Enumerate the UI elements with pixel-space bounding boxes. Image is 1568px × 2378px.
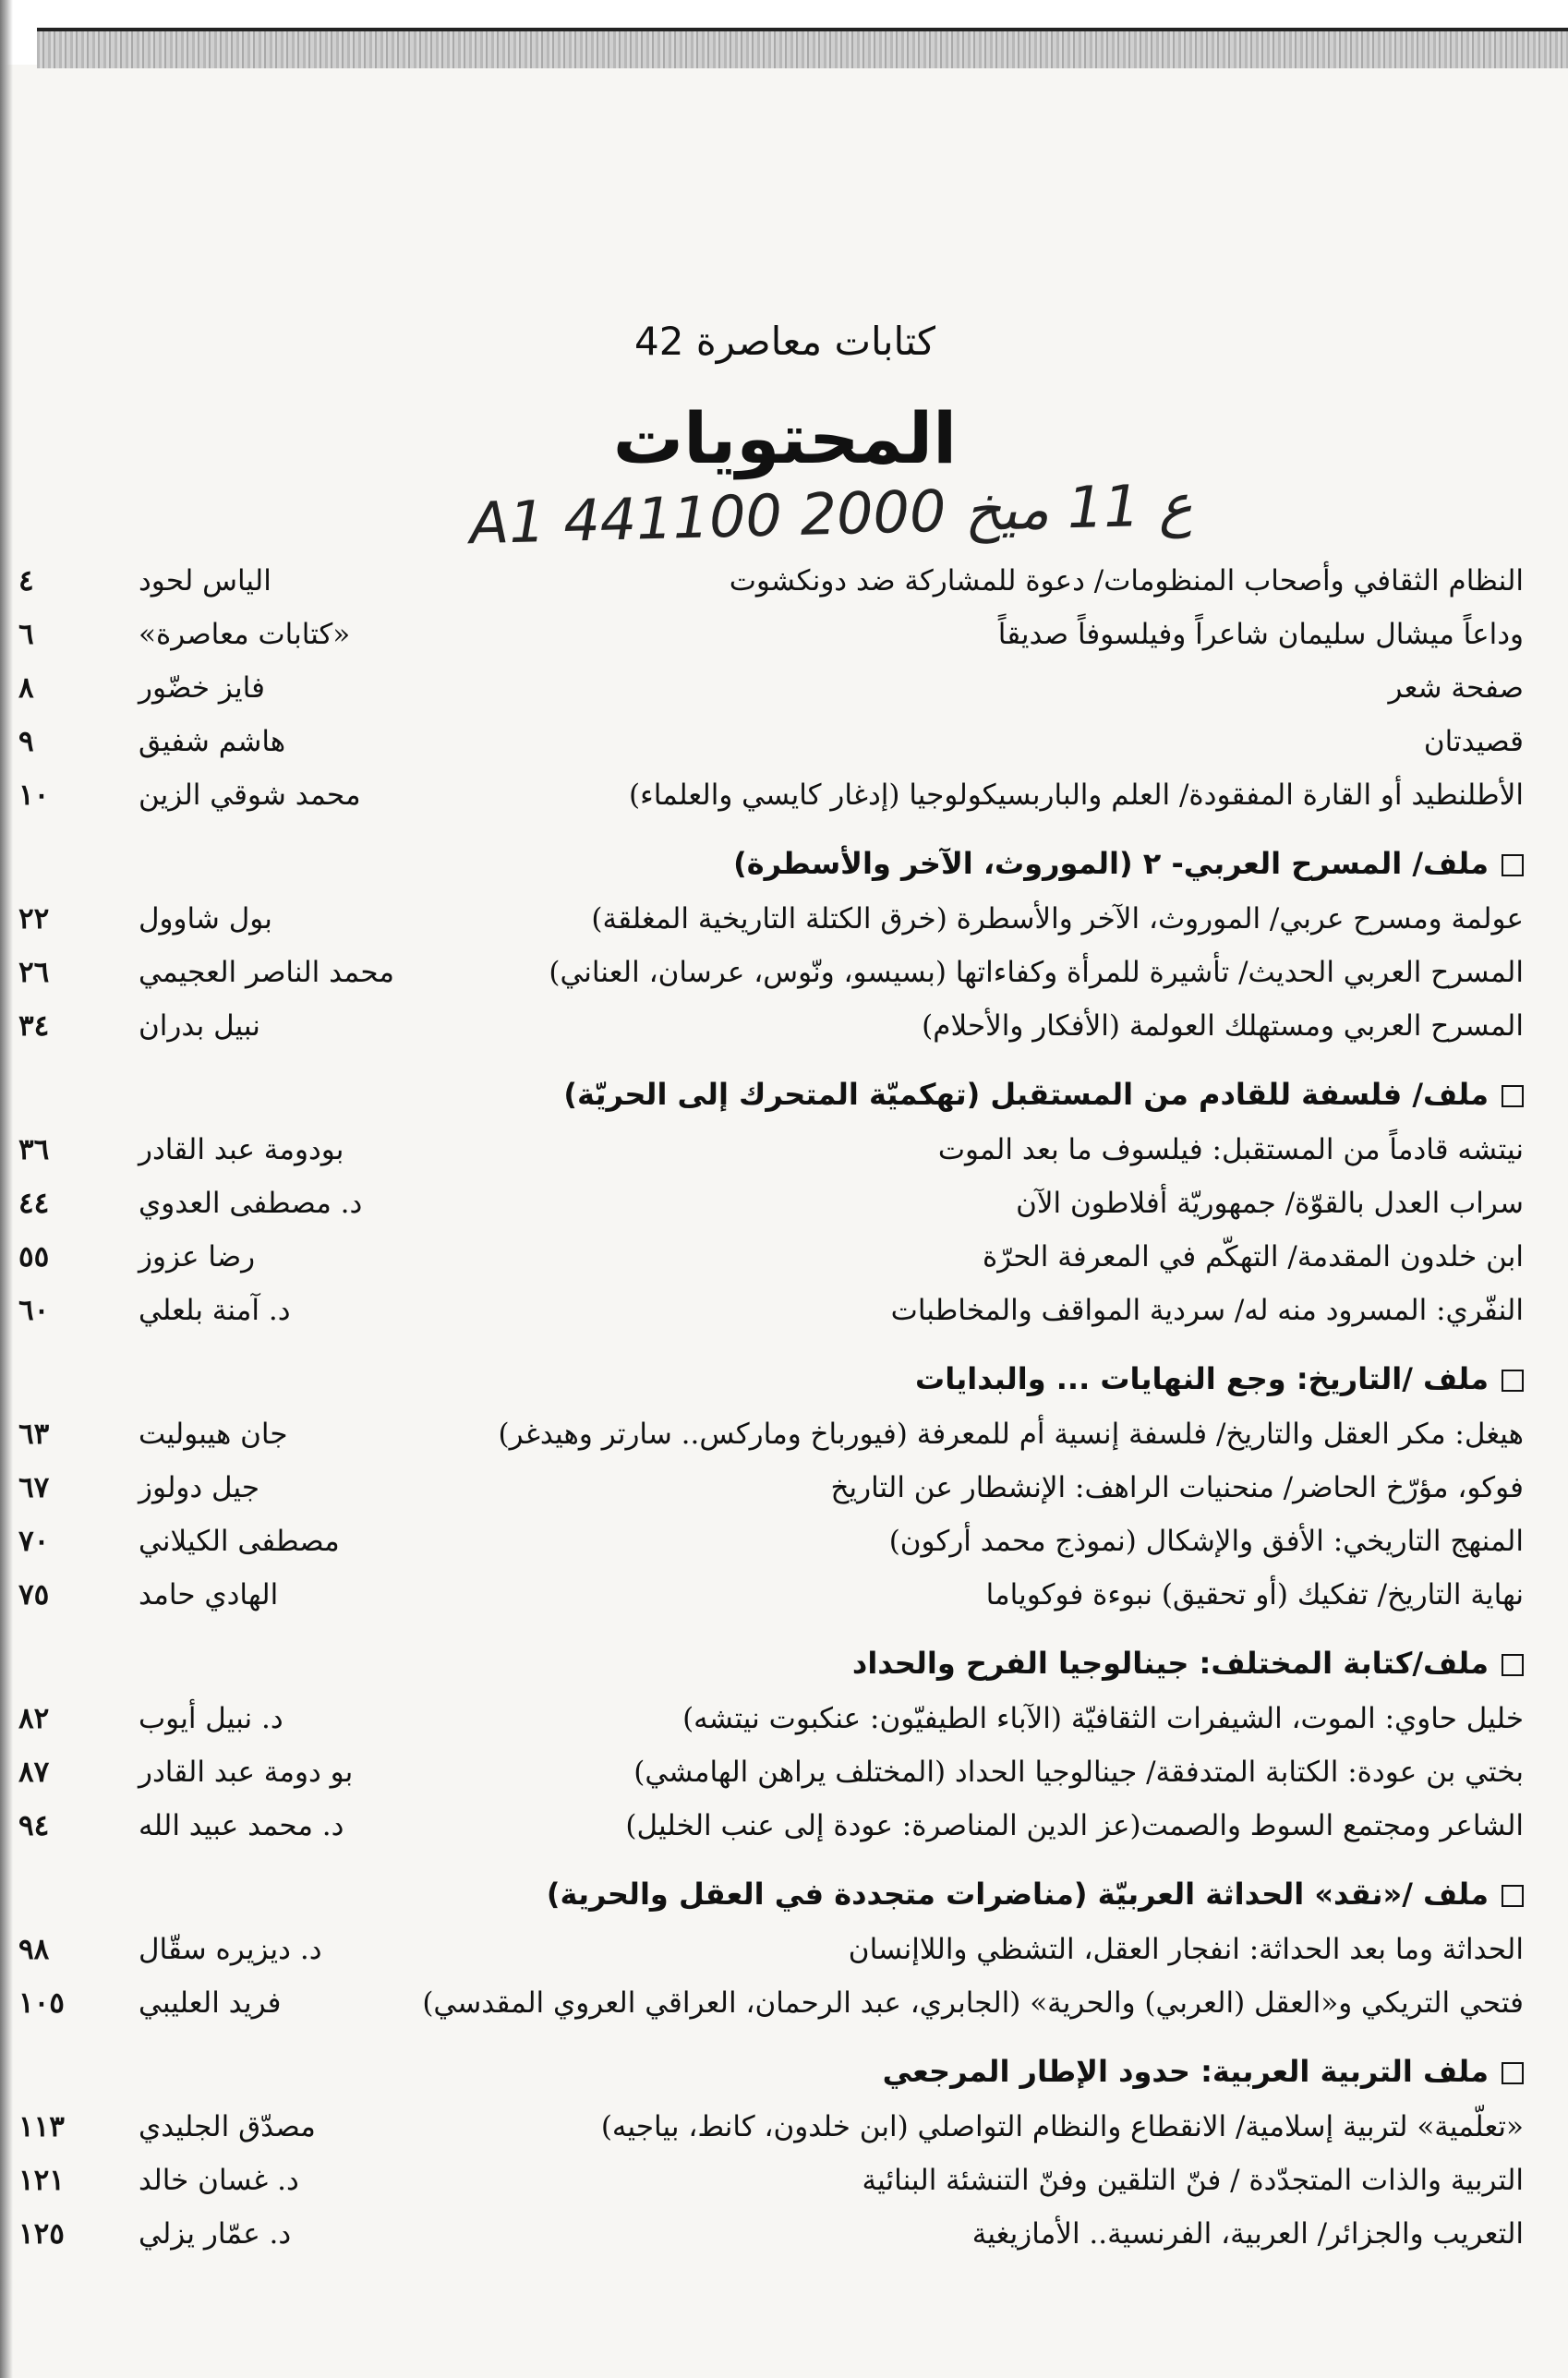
toc-entry (18, 1568, 1551, 1622)
entry-author: بو دومة عبد القادر (139, 1756, 354, 1789)
entry-title: الأطلنطيد أو القارة المفقودة/ العلم والباربسيكولوجيا (إدغار كايسي والعلماء) (629, 779, 1524, 812)
entry-page-number: ٦ (18, 618, 34, 651)
entry-page-number: ٣٦ (18, 1133, 50, 1166)
entry-page-number: ٨ (18, 671, 34, 705)
entry-author: رضا عزوز (139, 1240, 256, 1273)
entry-author: مصدّق الجليدي (139, 2110, 316, 2143)
entry-page-number: ٦٣ (18, 1418, 50, 1451)
entry-title: ابن خلدون المقدمة/ التهكّم في المعرفة الحرّة (982, 1240, 1524, 1273)
entry-page-number: ١٠ (18, 779, 50, 812)
toc-entry (18, 715, 1551, 768)
entry-author: د. آمنة بلعلي (139, 1294, 291, 1327)
entry-title: سراب العدل بالقوّة/ جمهوريّة أفلاطون الآن (1016, 1187, 1524, 1220)
toc-entry (18, 1461, 1551, 1515)
toc-entry (18, 1976, 1551, 2030)
entry-title: المسرح العربي الحديث/ تأشيرة للمرأة وكفاءاتها (بسيسو، ونّوس، عرسان، العناني) (549, 956, 1524, 989)
entry-page-number: ٢٢ (18, 902, 50, 936)
magazine-issue-title: كتابات معاصرة 42 (633, 319, 936, 364)
entry-title: الشاعر ومجتمع السوط والصمت(عز الدين المناصرة: عودة إلى عنب الخليل) (625, 1809, 1524, 1842)
checkbox-square-icon (1502, 1370, 1524, 1392)
section-heading (18, 1350, 1551, 1407)
section-heading-text: ملف /التاريخ: وجع النهايات ... والبدايات (915, 1361, 1489, 1396)
checkbox-square-icon (1502, 1654, 1524, 1676)
entry-title: عولمة ومسرح عربي/ الموروث، الآخر والأسطرة (خرق الكتلة التاريخية المغلقة) (591, 902, 1524, 936)
entry-page-number: ٣٤ (18, 1009, 50, 1043)
entry-page-number: ٤٤ (18, 1187, 50, 1220)
entry-author: «كتابات معاصرة» (139, 618, 351, 651)
entry-title: النظام الثقافي وأصحاب المنظومات/ دعوة للمشاركة ضد دونكشوت (729, 564, 1524, 598)
table-of-contents (18, 554, 1551, 2261)
entry-author: بول شاوول (139, 902, 272, 936)
entry-author: محمد شوقي الزين (139, 779, 361, 812)
entry-page-number: ٩ (18, 725, 34, 758)
entry-title: بختي بن عودة: الكتابة المتدفقة/ جينالوجيا الحداد (المختلف يراهن الهامشي) (633, 1756, 1524, 1789)
entry-author: د. مصطفى العدوي (139, 1187, 363, 1220)
entry-title: المنهج التاريخي: الأفق والإشكال (نموذج محمد أركون) (888, 1525, 1524, 1558)
entry-page-number: ١٢٥ (18, 2217, 65, 2251)
toc-entry (18, 999, 1551, 1053)
toc-entry (18, 946, 1551, 999)
entry-page-number: ٦٠ (18, 1294, 50, 1327)
toc-entry (18, 892, 1551, 946)
entry-author: فايز خضّور (139, 671, 265, 705)
toc-entry (18, 1923, 1551, 1976)
entry-page-number: ١٠٥ (18, 1986, 65, 2020)
section-heading (18, 1635, 1551, 1692)
section-heading (18, 2043, 1551, 2100)
section-heading-text: ملف التربية العربية: حدود الإطار المرجعي (882, 2054, 1489, 2089)
contents-page (18, 0, 1551, 2378)
toc-entry (18, 2207, 1551, 2261)
entry-page-number: ٦٧ (18, 1471, 50, 1504)
checkbox-square-icon (1502, 1085, 1524, 1107)
entry-page-number: ٨٧ (18, 1756, 50, 1789)
entry-author: الياس لحود (139, 564, 271, 598)
toc-entry (18, 1177, 1551, 1230)
entry-author: فريد العليبي (139, 1986, 282, 2020)
entry-title: المسرح العربي ومستهلك العولمة (الأفكار والأحلام) (922, 1009, 1524, 1043)
checkbox-square-icon (1502, 854, 1524, 876)
entry-title: النفّري: المسرود منه له/ سردية المواقف والمخاطبات (890, 1294, 1524, 1327)
toc-entry (18, 1123, 1551, 1177)
entry-page-number: ٧٠ (18, 1525, 50, 1558)
section-heading (18, 835, 1551, 892)
toc-entry (18, 1284, 1551, 1337)
entry-author: محمد الناصر العجيمي (139, 956, 394, 989)
toc-entry (18, 768, 1551, 822)
toc-entry (18, 554, 1551, 608)
entry-page-number: ٩٨ (18, 1933, 50, 1966)
toc-entry (18, 2154, 1551, 2207)
entry-title: الحداثة وما بعد الحداثة: انفجار العقل، التشظي واللاإنسان (848, 1933, 1524, 1966)
section-heading (18, 1865, 1551, 1923)
entry-title: التعريب والجزائر/ العربية، الفرنسية.. الأمازيغية (971, 2217, 1524, 2251)
toc-entry (18, 1745, 1551, 1799)
checkbox-square-icon (1502, 1885, 1524, 1907)
entry-page-number: ٥٥ (18, 1240, 50, 1273)
entry-title: نيتشه قادماً من المستقبل: فيلسوف ما بعد الموت (937, 1133, 1524, 1166)
entry-title: هيغل: مكر العقل والتاريخ/ فلسفة إنسية أم للمعرفة (فيورباخ وماركس.. سارتر وهيدغر) (498, 1418, 1524, 1451)
entry-title: صفحة شعر (1388, 671, 1524, 705)
entry-author: الهادي حامد (139, 1578, 279, 1611)
section-heading-text: ملف/كتابة المختلف: جينالوجيا الفرح والحداد (851, 1646, 1489, 1681)
entry-author: د. محمد عبيد الله (139, 1809, 344, 1842)
entry-title: وداعاً ميشال سليمان شاعراً وفيلسوفاً صديقاً (997, 618, 1524, 651)
checkbox-square-icon (1502, 2062, 1524, 2084)
contents-heading: المحتويات (612, 397, 958, 479)
entry-title: التربية والذات المتجدّدة / فنّ التلقين وفنّ التنشئة البنائية (862, 2164, 1524, 2197)
section-heading (18, 1066, 1551, 1123)
section-heading-text: ملف/ المسرح العربي- ٢ (الموروث، الآخر والأسطرة) (733, 846, 1489, 881)
entry-page-number: ١٢١ (18, 2164, 65, 2197)
toc-entry (18, 1692, 1551, 1745)
scan-left-edge (0, 0, 13, 2378)
entry-author: نبيل بدران (139, 1009, 260, 1043)
entry-page-number: ٨٢ (18, 1702, 50, 1735)
toc-entry (18, 608, 1551, 661)
entry-author: جيل دولوز (139, 1471, 260, 1504)
toc-entry (18, 1799, 1551, 1853)
entry-author: هاشم شفيق (139, 725, 286, 758)
entry-page-number: ٤ (18, 564, 34, 598)
entry-title: خليل حاوي: الموت، الشيفرات الثقافيّة (الآباء الطيفيّون: عنكبوت نيتشه) (682, 1702, 1524, 1735)
handwritten-note: A1 44ع 11 ميخ 2000 1100 (468, 470, 1194, 558)
entry-title: نهاية التاريخ/ تفكيك (أو تحقيق) نبوءة فوكوياما (985, 1578, 1524, 1611)
entry-page-number: ٩٤ (18, 1809, 50, 1842)
entry-title: فوكو، مؤرّخ الحاضر/ منحنيات الراهف: الإنشطار عن التاريخ (830, 1471, 1524, 1504)
entry-author: د. غسان خالد (139, 2164, 299, 2197)
entry-page-number: ٢٦ (18, 956, 50, 989)
entry-author: بودومة عبد القادر (139, 1133, 344, 1166)
entry-author: د. ديزيره سقّال (139, 1933, 322, 1966)
toc-entry (18, 661, 1551, 715)
toc-entry (18, 1407, 1551, 1461)
toc-entry (18, 1515, 1551, 1568)
entry-page-number: ٧٥ (18, 1578, 50, 1611)
entry-author: مصطفى الكيلاني (139, 1525, 340, 1558)
toc-entry (18, 2100, 1551, 2154)
section-heading-text: ملف/ فلسفة للقادم من المستقبل (تهكميّة المتحرك إلى الحريّة) (563, 1077, 1489, 1112)
entry-title: فتحي التريكي و«العقل (العربي) والحرية» (الجابري، عبد الرحمان، العراقي العروي المقدسي) (422, 1986, 1524, 2020)
section-heading-text: ملف /«نقد» الحداثة العربيّة (مناضرات متجددة في العقل والحرية) (546, 1877, 1489, 1912)
entry-title: قصيدتان (1423, 725, 1524, 758)
toc-entry (18, 1230, 1551, 1284)
entry-author: د. عمّار يزلي (139, 2217, 292, 2251)
entry-page-number: ١١٣ (18, 2110, 65, 2143)
entry-title: «تعلّمية» لتربية إسلامية/ الانقطاع والنظام التواصلي (ابن خلدون، كانط، بياجيه) (600, 2110, 1524, 2143)
entry-author: جان هيبوليت (139, 1418, 288, 1451)
entry-author: د. نبيل أيوب (139, 1702, 283, 1735)
